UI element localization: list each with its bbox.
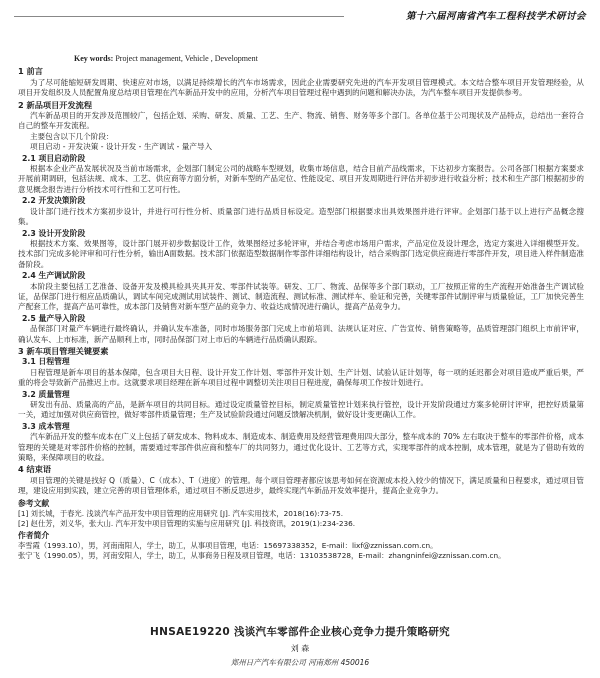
subsection-heading: 3.1 日程管理 [22,357,70,367]
paragraph: 汽车新品项目的开发涉及范围较广，包括企划、采购、研发、质量、工艺、生产、物流、销售、财务等多个部门。各单位基于公司现状及产品特点，总结出一套符合自己的整车开发流程。 [18,111,584,131]
next-article-title: HNSAE19220 浅谈汽车零部件企业核心竞争力提升策略研究 [150,626,450,638]
reference-item: [2] 赵仕芳，刘义华，张大山. 汽车开发中项目管理的实施与应用研究 [J]. 科技资讯，2019(1):234-236. [18,519,356,529]
author-bio: 张宁飞（1990.05），男，河南安阳人，学士，助工，从事商务日程及项目管理，电话：13103538728，E-mail：zhangninfei@zznissan.com.cn。 [18,551,506,561]
subsection-heading: 2.4 生产调试阶段 [22,271,86,281]
section-heading-conclusion: 4 结束语 [18,464,52,475]
paragraph: 项目管理的关键是找好 Q（质量）、C（成本）、T（进度）的管理。每个项目管理者都应该思考如何在资源成本投入较少的情况下，满足质量和日程要求，通过项目管理，建设应用到实践，建立完善的项目管理体系，通过项目不断反思进步，最终实现汽车新品开发效率提升，提高企业竞争力。 [18,475,584,496]
subsection-heading: 3.2 质量管理 [22,389,70,399]
paragraph: 主要包含以下几个阶段： [30,131,114,141]
paragraph: 根据本企业产品发展状况及当前市场需求，企划部门制定公司的战略车型规划，收集市场信息，结合目前产品线需求，下达初步方案报告。公司各部门根据方案要求开展前期调研，包括法规、成本、工艺、供应商等方面分析，对新车型的产品定位、性能设定、项目开发周期进行评估并初步进行收益分析；技术和生产部门根据初步的意见概念报告进行分析技术可行性和工艺可行性。 [18,164,584,194]
references-heading: 参考文献 [18,498,50,508]
subsection-heading: 2.1 项目启动阶段 [22,153,86,163]
next-article-author: 刘 森 [290,644,310,653]
article-body [18,54,584,561]
subsection-heading: 3.3 成本管理 [22,421,70,431]
journal-title: 第十六届河南省汽车工程科技学术研讨会 [405,11,586,22]
paragraph: 本阶段主要包括工艺准备、设备开发及模具检具夹具开发、零部件试装等。研发、工厂、物流、品保等多个部门联动，工厂按照正常的生产流程开始准备生产调试验证，品保部门进行相应品质确认，调试车间完成测试用试装件、测试、制造流程、测试标准、测试样车、验证和完善，关键零部件试制评审与质量验证，工厂加快完善生产配套工作，提高产品可靠性，成本部门及销售对新车型产品的竞争力、收益达成情况进行确认，提高产品竞争力。 [18,281,584,312]
paragraph: 日程管理是新车项目的基本保障，包含项目大日程、设计开发工作计划、零部件开发计划、生产计划、试验认证计划等，每一项的延迟都会对项目造成严重后果，严重的将会导致新产品推迟上市。这就要求项目经理在新车项目过程中调整切关注项目日程进度，确保每项工作按计划进行。 [18,367,584,388]
paragraph: 为了尽可能缩短研发周期、快速应对市场，以满足持续增长的汽车市场需求，因此企业需要研究先进的汽车开发项目管理模式。本文结合整车项目开发管理经验，从项目开发组织及人员配置角度总结项目管理在汽车新品开发中的应用，分析汽车项目管理过程中遇到的问题和解决办法，为汽车整车项目开发提供参考。 [18,77,584,98]
paragraph: 设计部门进行技术方案初步设计，并进行可行性分析、质量部门进行品质目标设定。造型部门根据要求出具效果图并进行评审。企划部门基于以上进行产品概念搜集。 [18,206,584,227]
subsection-heading: 2.5 量产导入阶段 [22,313,86,323]
section-heading-key-elements: 3 新车项目管理关键要素 [18,345,109,356]
paragraph: 汽车新品开发的整车成本在广义上包括了研发成本、物料成本、制造成本、制造费用及经营管理费用四大部分，整车成本的 70% 左右取决于整车的零部件价格，成本管理的关键是对零部件价格的控制，需要通过零部件供应商和整车厂的共同努力，通过优化设计、工艺等方式，实现零部件的成本控制，成本管理，就是为了借助有效的策略，来保障项目的收益。 [18,432,584,463]
subsection-heading: 2.3 设计开发阶段 [22,228,86,238]
keywords-label: Key words: [74,54,114,63]
section-heading-introduction: 1 前言 [18,66,43,77]
paragraph: 根据技术方案、效果图等，设计部门展开初步数据设计工作，效果图经过多轮评审，并结合考虑市场用户需求，产品定位及设计理念，选定方案进入详细模型开发。技术部门完成多轮评审和可行性分析，输出A面数据。技术部门依据造型数据制作零部件详细结构设计，结合采购部门选定供应商进行零部件开发，项目进入样件制造准备阶段。 [18,238,584,269]
running-header [0,6,600,26]
paragraph: 研发出有品、质量高的产品，是新车项目的共同目标。通过设定质量管控目标，制定质量管控计划来执行管控，设计开发阶段通过方案多轮研讨评审，把控好质量第一关，通过加强对供应商管控，做好零部件质量管理；生产及试验阶段通过问题反馈解决机制，做好设计变更确认工作。 [18,400,584,420]
subsection-heading: 2.2 开发决策阶段 [22,196,86,206]
author-bio-heading: 作者简介 [18,531,50,541]
keywords-line [74,54,584,64]
process-flow-line: 项目启动 - 开发决策 - 设计开发 - 生产调试 - 量产导入 [30,142,213,152]
keywords-text: Project management, Vehicle , Development [115,54,258,63]
header-rule [14,16,344,17]
next-article-affiliation: 郑州日产汽车有限公司 河南郑州 450016 [230,658,370,667]
paragraph: 品保部门对量产车辆进行最终确认，并确认发车准备，同时市场服务部门完成上市前培训、法规认证对应、广告宣传、销售策略等，品质管理部门组织上市前评审，确认发车、上市标准，新产品顺利上市，同时品保部门对上市后的车辆进行品质确认跟踪。 [18,324,584,344]
section-heading-process: 2 新品项目开发流程 [18,99,93,110]
author-bio: 李雪霞（1993.10），男，河南南阳人，学士，助工，从事项目管理，电话：15697338352，E-mail：lixf@zznissan.com.cn。 [18,541,438,551]
reference-item: [1] 刘长城，于春光. 浅谈汽车产品开发中项目管理的应用研究 [J]. 汽车实用技术，2018(16):73-75. [18,509,344,519]
